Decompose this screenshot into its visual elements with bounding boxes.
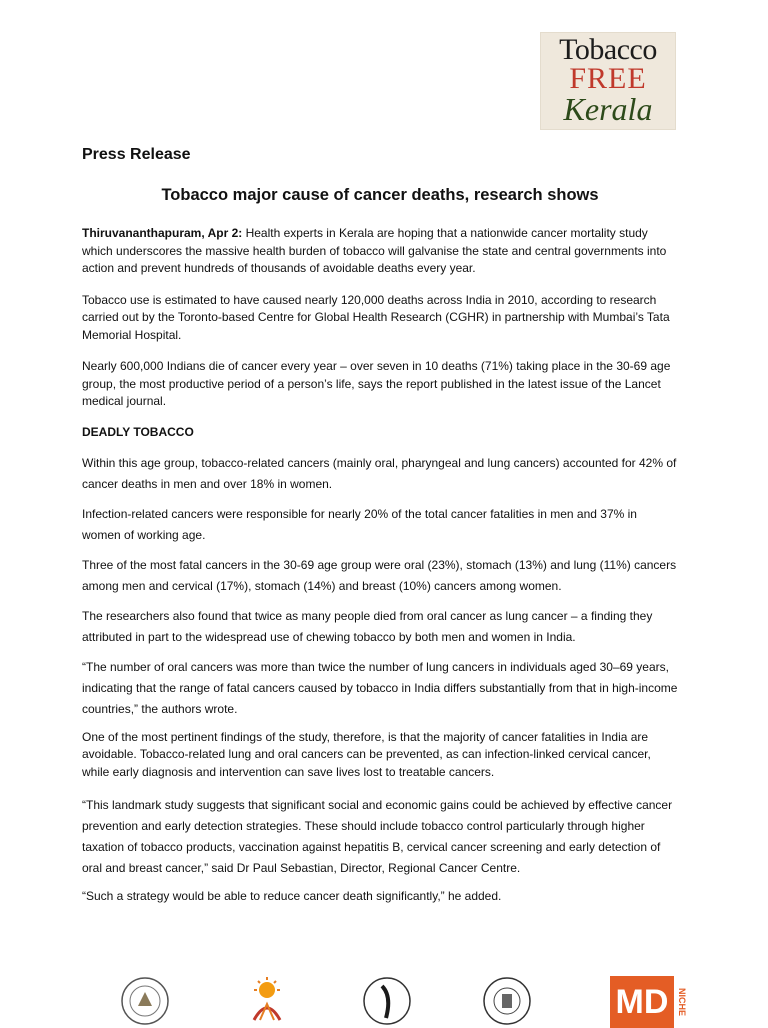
logo-line-free: FREE: [569, 62, 647, 95]
paragraph-landmark-quote: “This landmark study suggests that significant social and economic gains could be achieved by effective cancer prevention and early detection strategies. These should include tobacco control particularly through higher taxation of tobacco products, vaccination against hepatitis B, cervical cancer screening and early detection of oral and breast cancer,” said Dr Paul Sebastian, Director, Regional Cancer Centre.: [82, 798, 673, 875]
cancer-institute-seal-icon: [120, 976, 170, 1026]
kerala-voluntary-health-services-emblem-icon: [362, 976, 412, 1026]
sun-figure-logo-icon: [242, 976, 292, 1026]
niche-logo-text: NICHE: [674, 976, 690, 1028]
paragraph-strategy-quote: “Such a strategy would be able to reduce cancer death significantly,” he added.: [82, 889, 502, 903]
lead-paragraph: [82, 225, 678, 278]
section-heading-deadly-tobacco: DEADLY TOBACCO: [82, 424, 194, 439]
paragraph-fatal-cancers: Three of the most fatal cancers in the 30-69 age group were oral (23%), stomach (13%) and lung (11%) cancers among men and cervical (17%), stomach (14%) and breast (10%) cancers among women.: [82, 557, 677, 593]
paragraph-infection: Infection-related cancers were responsible for nearly 20% of the total cancer fatalities in men and 37% in women of working age.: [82, 506, 637, 542]
md-niche-logo: [610, 976, 687, 1028]
partner-logos: [120, 972, 700, 1024]
lead-text: Health experts in Kerala are hoping that a nationwide cancer mortality study which underscores the massive health burden of tobacco will galvanise the state and central governments into action and prevent hundreds of thousands of avoidable deaths every year.: [82, 226, 667, 275]
press-release-label: Press Release: [82, 146, 191, 163]
paragraph-cancer-deaths: Nearly 600,000 Indians die of cancer every year – over seven in 10 deaths (71%) taking place in the 30-69 age group, the most productive period of a person’s life, says the report published in the latest issue of the Lancet medical journal.: [82, 359, 671, 408]
malabar-cancer-centre-seal-icon: [482, 976, 532, 1026]
paragraph-oral-vs-lung: The researchers also found that twice as many people died from oral cancer as lung cancer – a finding they attributed in part to the widespread use of chewing tobacco by both men and women in India.: [82, 608, 653, 644]
paragraph-tobacco-deaths: Tobacco use is estimated to have caused nearly 120,000 deaths across India in 2010, according to research carried out by the Toronto-based Centre for Global Health Research (CGHR) in partnership with Mumbai’s Tata Memorial Hospital.: [82, 292, 670, 342]
paragraph-age-group: Within this age group, tobacco-related cancers (mainly oral, pharyngeal and lung cancers) accounted for 42% of cancer deaths in men and over 18% in women.: [82, 455, 677, 491]
press-release-body: [82, 144, 678, 920]
paragraph-avoidable: One of the most pertinent findings of the study, therefore, is that the majority of cancer fatalities in India are avoidable. Tobacco-related lung and oral cancers can be prevented, as can infection-linked cervical cancer, while early diagnosis and intervention can save lives lost to treatable cancers.: [82, 729, 651, 779]
logo-line-tobacco: Tobacco: [559, 33, 657, 66]
dateline: Thiruvananthapuram, Apr 2:: [82, 226, 243, 240]
paragraph-authors-quote: “The number of oral cancers was more than twice the number of lung cancers in individuals aged 30–69 years, indicating that the range of fatal cancers caused by tobacco in India differs substantially from that in high-income countries,” the authors wrote.: [82, 659, 678, 716]
headline: Tobacco major cause of cancer deaths, research shows: [161, 186, 599, 204]
tobacco-free-kerala-logo: [540, 32, 676, 130]
md-logo-text: MD: [615, 983, 669, 1021]
logo-line-kerala: Kerala: [563, 91, 653, 127]
